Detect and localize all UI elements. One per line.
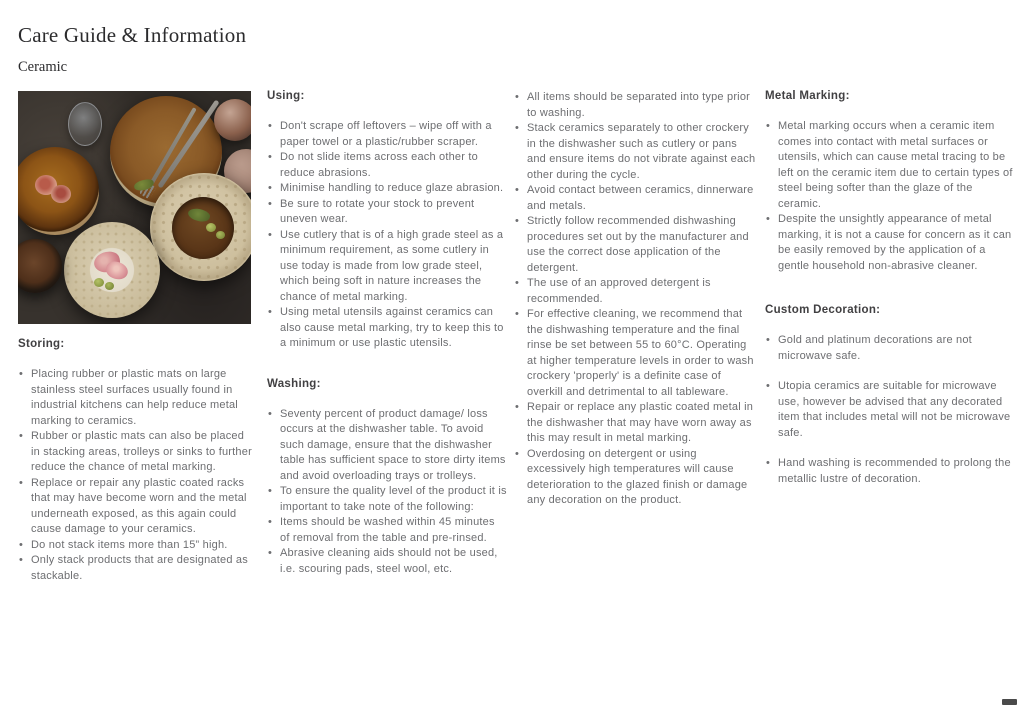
washing-heading: Washing: (267, 377, 321, 390)
washing-bullet: • All items should be separated into type prior to washing. (514, 90, 757, 121)
using-bullet: • Do not slide items across each other to reduce abrasions. (267, 150, 507, 181)
custom-decoration-bullet: • Hand washing is recommended to prolong the metallic lustre of decoration. (765, 456, 1015, 487)
soup (172, 197, 234, 259)
washing-bullet: • Abrasive cleaning aids should not be used, i.e. scouring pads, steel wool, etc. (267, 546, 507, 577)
custom-decoration-bullet: • Utopia ceramics are suitable for microwave use, however be advised that any decorated item that includes metal will not be microwave safe. (765, 379, 1015, 441)
metal-marking-heading: Metal Marking: (765, 90, 850, 102)
column-using-washing (267, 90, 507, 577)
using-bullet: • Using metal utensils against ceramics can also cause metal marking, try to keep this to a minimum or use plastic utensils. (267, 305, 507, 352)
using-bullet: • Don't scrape off leftovers – wipe off with a paper towel or a plastic/rubber scraper. (267, 119, 507, 150)
washing-bullet: • Repair or replace any plastic coated metal in the dishwasher that may have worn away as this may result in metal marking. (514, 400, 757, 447)
olive (206, 223, 216, 232)
fig-fruit (51, 185, 71, 203)
metal-marking-list (765, 119, 1015, 274)
column-metal-marking (765, 90, 1015, 487)
page-number-cropped (1002, 699, 1017, 705)
metal-marking-bullet: • Metal marking occurs when a ceramic item comes into contact with metal surfaces or utensils, which can cause metal tracing to be left on the ceramic item due to certain types of steel being softer than the glaze of the ceramic. (765, 119, 1015, 212)
appetizer-plate (64, 222, 160, 318)
using-bullet: • Be sure to rotate your stock to prevent uneven wear. (267, 197, 507, 228)
olive (94, 278, 104, 287)
small-dark-bowl (18, 239, 62, 293)
washing-bullet: • Avoid contact between ceramics, dinnerware and metals. (514, 183, 757, 214)
storing-list (18, 367, 256, 584)
washing-continued-list (514, 90, 757, 509)
custom-decoration-list (765, 333, 1015, 487)
storing-heading: Storing: (18, 338, 65, 350)
patterned-soup-bowl (150, 173, 251, 281)
storing-bullet: • Only stack products that are designated as stackable. (18, 553, 256, 584)
washing-bullet: • The use of an approved detergent is recommended. (514, 276, 757, 307)
amber-bowl-with-figs (18, 147, 99, 235)
washing-bullet: • Stack ceramics separately to other crockery in the dishwasher such as cutlery or pans and ensure items do not vibrate against each other during the cycle. (514, 121, 757, 183)
herb-garnish (187, 206, 212, 224)
washing-bullet: • To ensure the quality level of the product it is important to take note of the following: (267, 484, 507, 515)
column-storing (18, 338, 256, 584)
drinking-glass (68, 102, 102, 146)
page-subtitle: Ceramic (18, 59, 68, 75)
storing-bullet: • Placing rubber or plastic mats on large stainless steel surfaces usually found in industrial kitchens can help reduce metal marking to ceramics. (18, 367, 256, 429)
storing-bullet: • Rubber or plastic mats can also be placed in stacking areas, trolleys or sinks to further reduce the chance of metal marking. (18, 429, 256, 476)
page-title: Care Guide & Information (18, 23, 247, 47)
olive (105, 282, 114, 290)
custom-decoration-heading: Custom Decoration: (765, 304, 881, 316)
tableware-photo (18, 91, 251, 324)
column-washing-continued (514, 90, 757, 509)
using-bullet: • Use cutlery that is of a high grade steel as a minimum requirement, as some cutlery in use today is made from low grade steel, which being soft in nature increases the chance of metal marking. (267, 228, 507, 306)
using-bullet: • Minimise handling to reduce glaze abrasion. (267, 181, 507, 197)
metal-marking-bullet: • Despite the unsightly appearance of metal marking, it is not a cause for concern as it can be easily removed by the application of a gentle household non-abrasive cleaner. (765, 212, 1015, 274)
metal-pot (214, 99, 251, 141)
custom-decoration-bullet: • Gold and platinum decorations are not microwave safe. (765, 333, 1015, 364)
washing-bullet: • Overdosing on detergent or using excessively high temperatures will cause deterioration to the glazed finish or damage any decoration on the product. (514, 447, 757, 509)
using-heading: Using: (267, 90, 305, 102)
olive (216, 231, 225, 239)
using-list (267, 119, 507, 352)
storing-bullet: • Do not stack items more than 15” high. (18, 538, 256, 554)
washing-list (267, 407, 507, 578)
storing-bullet: • Replace or repair any plastic coated racks that may have become worn and the metal underneath exposed, as this again could cause damage to your ceramics. (18, 476, 256, 538)
washing-bullet: • Seventy percent of product damage/ loss occurs at the dishwasher table. To avoid such damage, ensure that the dishwasher table has sufficient space to store dirty items and avoid overloading trays or trolleys. (267, 407, 507, 485)
prosciutto (104, 260, 129, 282)
washing-bullet: • Strictly follow recommended dishwashing procedures set out by the manufacturer and use the correct dose application of the detergent. (514, 214, 757, 276)
washing-bullet: • For effective cleaning, we recommend that the dishwashing temperature and the final rinse be set between 55 to 60°C. Operating at higher temperature levels in order to wash crockery 'properly' is a definite case of overkill and detrimental to all tableware. (514, 307, 757, 400)
washing-bullet: • Items should be washed within 45 minutes of removal from the table and pre-rinsed. (267, 515, 507, 546)
